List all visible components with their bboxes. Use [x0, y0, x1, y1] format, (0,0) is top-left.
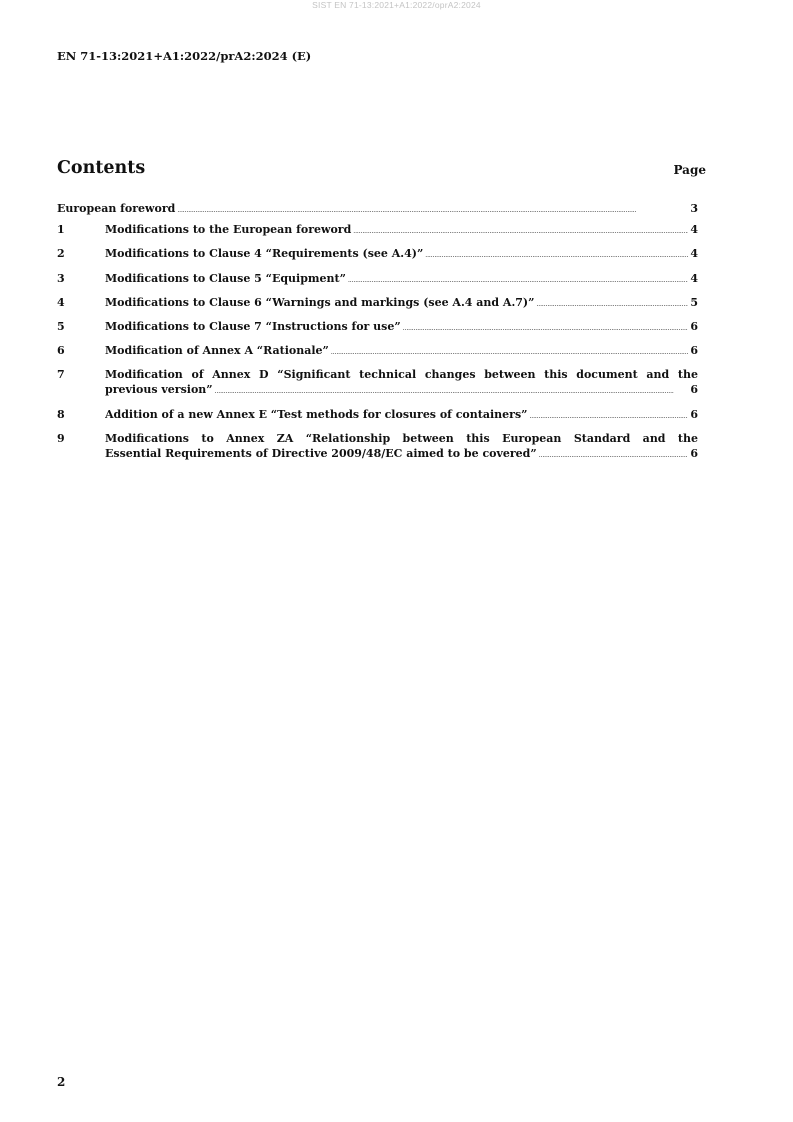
toc-title: Modification of Annex A “Rationale”: [105, 344, 329, 357]
toc-number: 1: [57, 223, 65, 236]
dot-leader: [177, 202, 688, 217]
toc-title: Addition of a new Annex E “Test methods for closures of containers”: [105, 408, 528, 421]
dot-leader: [536, 296, 688, 311]
dot-leader: [331, 344, 688, 359]
toc-number: 5: [57, 320, 65, 333]
toc-title: Modifications to Clause 6 “Warnings and markings (see A.4 and A.7)”: [105, 296, 535, 309]
toc-number: 9: [57, 432, 65, 445]
toc-entry[interactable]: [57, 295, 698, 319]
contents-title: Contents: [57, 158, 146, 178]
watermark: SIST EN 71-13:2021+A1:2022/oprA2:2024: [312, 0, 481, 10]
page-number: 2: [57, 1075, 66, 1089]
toc-page: 6: [690, 344, 698, 357]
toc-title: Modifications to Clause 4 “Requirements (see A.4)”: [105, 247, 424, 260]
toc-page: 4: [690, 272, 698, 285]
toc-title: Modifications to Annex ZA “Relationship between this European Standard and the: [105, 432, 698, 445]
toc-entry[interactable]: [57, 367, 698, 407]
toc-title-continued: Essential Requirements of Directive 2009/48/EC aimed to be covered”: [105, 447, 537, 460]
dot-leader: [403, 320, 689, 335]
toc-page: 6: [690, 447, 698, 460]
toc-title: Modification of Annex D “Significant technical changes between this document and the: [105, 368, 698, 381]
toc-line: [105, 271, 698, 287]
toc-number: 7: [57, 368, 65, 381]
toc-page: 6: [690, 408, 698, 421]
toc-number: 8: [57, 408, 65, 421]
dot-leader: [539, 447, 689, 462]
toc-line: [105, 407, 698, 423]
toc-title: Modifications to the European foreword: [105, 223, 352, 236]
toc-number: 4: [57, 296, 65, 309]
toc-title: European foreword: [57, 202, 176, 215]
toc-title: Modifications to Clause 5 “Equipment”: [105, 272, 346, 285]
dot-leader: [529, 408, 688, 423]
toc-page: 3: [690, 202, 698, 215]
page-column-label: Page: [673, 163, 706, 177]
dot-leader: [215, 383, 689, 398]
toc-page: 4: [690, 223, 698, 236]
toc-number: 6: [57, 344, 65, 357]
toc-entry[interactable]: [57, 271, 698, 295]
toc-number: 3: [57, 272, 65, 285]
toc-entry[interactable]: [57, 319, 698, 343]
toc-line: [105, 319, 698, 335]
toc-entry[interactable]: [57, 222, 698, 246]
toc-page: 5: [690, 296, 698, 309]
toc-entry[interactable]: [57, 431, 698, 463]
dot-leader: [348, 272, 688, 287]
toc-line: [105, 222, 698, 238]
toc-page: 6: [690, 383, 698, 396]
document-id: EN 71-13:2021+A1:2022/prA2:2024 (E): [57, 49, 312, 63]
toc-entry[interactable]: [57, 246, 698, 271]
toc-line: [105, 446, 698, 462]
toc-page: 4: [690, 247, 698, 260]
toc-entry[interactable]: [57, 407, 698, 431]
dot-leader: [353, 223, 688, 238]
toc-page: 6: [690, 320, 698, 333]
toc-line: [105, 295, 698, 311]
toc-line: [105, 246, 698, 262]
toc-line: [105, 343, 698, 359]
table-of-contents: [57, 201, 698, 463]
toc-entry[interactable]: [57, 201, 698, 222]
dot-leader: [425, 247, 688, 262]
toc-entry[interactable]: [57, 343, 698, 367]
toc-title-continued: previous version”: [105, 383, 213, 396]
toc-title: Modifications to Clause 7 “Instructions for use”: [105, 320, 401, 333]
toc-line: [57, 201, 698, 217]
toc-number: 2: [57, 247, 65, 260]
toc-line: [105, 382, 698, 398]
